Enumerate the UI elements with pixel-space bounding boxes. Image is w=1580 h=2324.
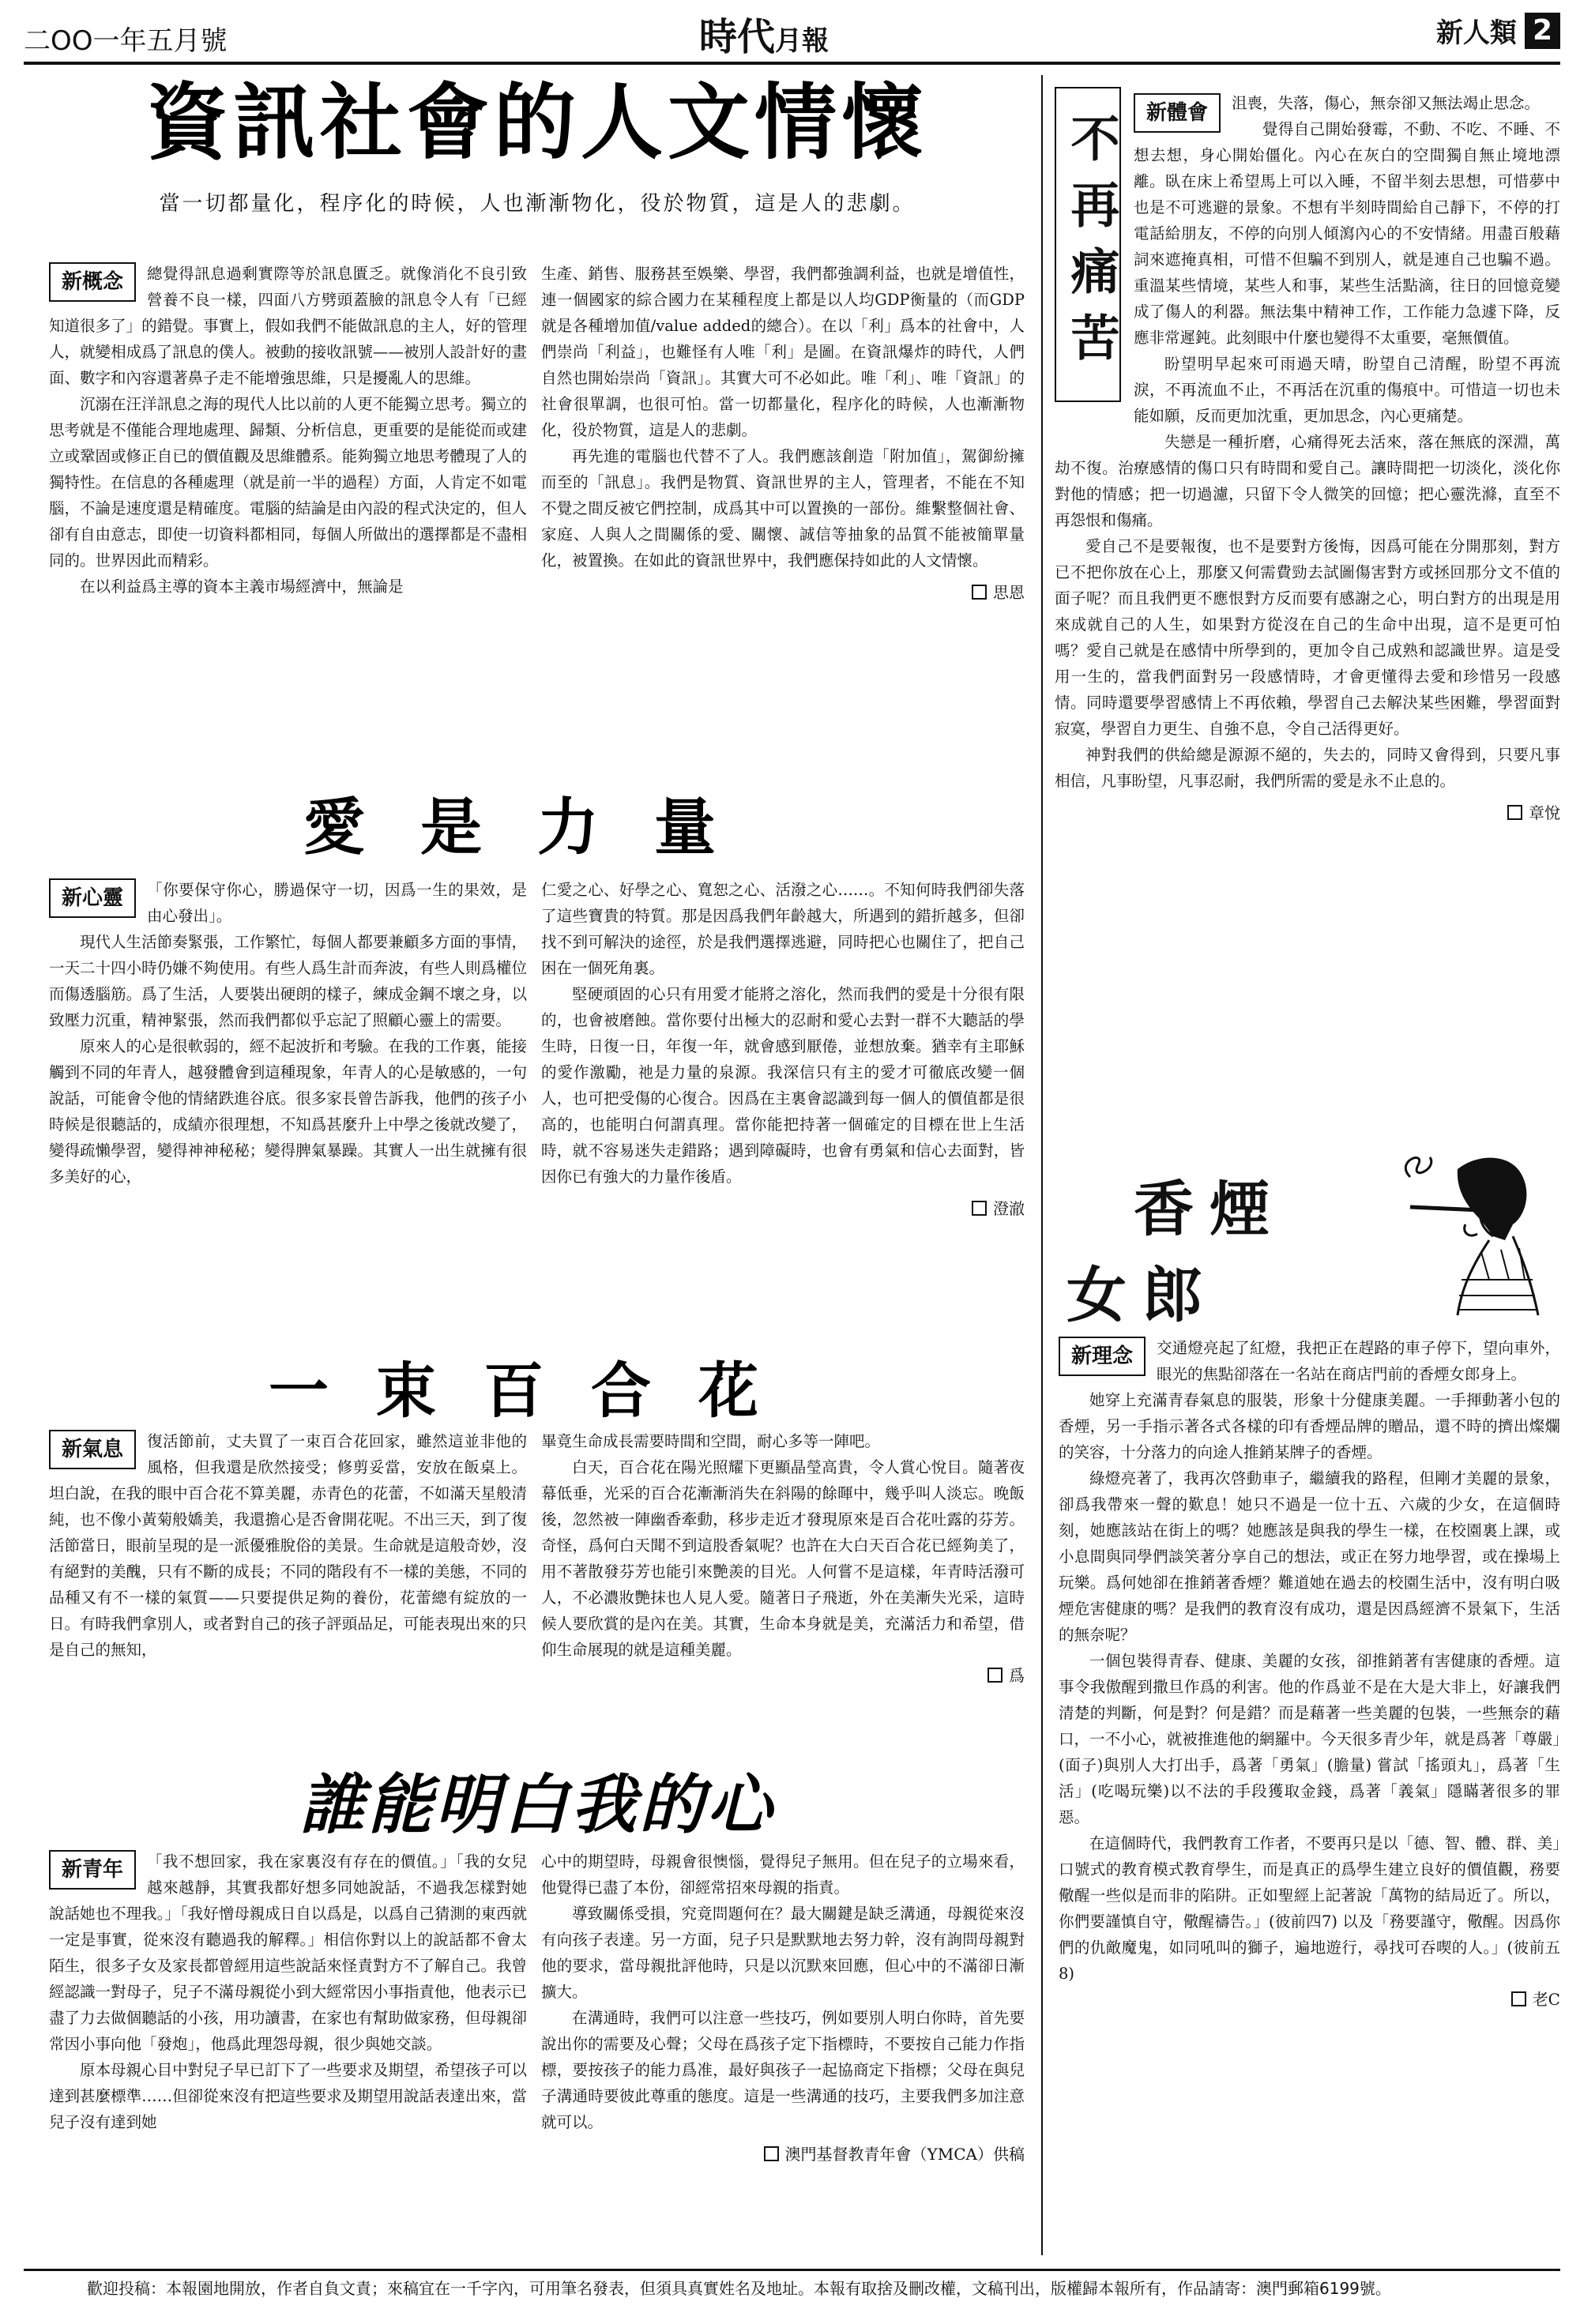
paragraph: 原本母親心目中對兒子早已訂下了一些要求及期望，希望孩子可以達到甚麼標準……但卻從來沒有把這些要求及期望用說話表達出來，當兒子沒有達到她	[49, 2061, 527, 2131]
byline-box-icon	[1511, 1991, 1526, 2006]
byline-box-icon	[1507, 805, 1522, 820]
paragraph: 畢竟生命成長需要時間和空間，耐心多等一陣吧。	[541, 1432, 881, 1450]
byline	[541, 1663, 1025, 1689]
article-title	[1066, 1161, 1304, 1333]
paragraph: 復活節前，丈夫買了一束百合花回家，雖然這並非他的風格，但我還是欣然接受；修剪妥當，安放在飯桌上。坦白說，在我的眼中百合花不算美麗，赤青色的花蕾，不如滿天星般清純，也不像小黃菊般嬌美，我還擔心是否會開花呢。不出三天，到了復活節當日，眼前呈現的是一派優雅脫俗的美景。生命就是這般奇妙，沒有絕對的美醜，只有不斷的成長；不同的階段有不一樣的美態，不同的品種又有不一樣的氣質——只要提供足夠的養份，花蕾總有綻放的一日。有時我們拿別人，或者對自己的孩子評頭品足，可能表現出來的只是自己的無知，	[49, 1432, 527, 1659]
article-info-society-body-right	[541, 261, 1025, 606]
footer-note: 歡迎投稿：本報園地開放，作者自負文責；來稿宜在一千字內，可用筆名發表，但須具真實姓名及地址。本報有取捨及刪改權，文稿刊出，版權歸本報所有，作品請寄：澳門郵箱6199號。	[87, 2279, 1391, 2298]
byline	[1055, 800, 1560, 826]
paragraph: 現代人生活節奏緊張，工作繁忙，每個人都要兼顧多方面的事情，一天二十四小時仍嫌不夠使用。有些人爲生計而奔波，有些人則爲權位而傷透腦筋。爲了生活，人要裝出硬朗的樣子，練成金鋼不壞之身，以致壓力沉重，精神緊張，然而我們都似乎忘記了照顧心靈上的需要。	[49, 933, 527, 1029]
article-lily-body-left	[49, 1428, 527, 1663]
paragraph: 心中的期望時，母親會很懊惱，覺得兒子無用。但在兒子的立場來看，他覺得已盡了本份，卻經常招來母親的指責。	[541, 1852, 1025, 1897]
byline	[541, 2142, 1025, 2168]
paragraph: 神對我們的供給總是源源不絕的，失去的，同時又會得到，只要凡事相信，凡事盼望，凡事忍耐，我們所需的愛是永不止息的。	[1055, 746, 1560, 790]
article-love-power-body-right	[541, 877, 1025, 1222]
paper-name	[699, 6, 829, 61]
paragraph: 一個包裝得青春、健康、美麗的女孩，卻推銷著有害健康的香煙。這事令我傲醒到撒旦作爲的利害。他的作爲並不是在大是大非上，好讓我們清楚的判斷，何是對？何是錯？而是藉著一些美麗的包裝，一些無奈的藉口，一不小心，就被推進他的網羅中。今天很多青少年，就是爲著「尊嚴」(面子)與別人大打出手，爲著「勇氣」(膽量) 嘗試「搖頭丸」，爲著「生活」(吃喝玩樂)以不法的手段獲取金錢，爲著「義氣」隱瞞著很多的罪惡。	[1059, 1652, 1560, 1826]
title-line: 香煙	[1134, 1174, 1285, 1244]
section-label: 新氣息	[49, 1430, 136, 1469]
section-name: 新人類	[1435, 17, 1517, 49]
byline-box-icon	[988, 1668, 1003, 1683]
paragraph: 交通燈亮起了紅燈，我把正在趕路的車子停下，望向車外，眼光的焦點卻落在一名站在商店門前的香煙女郎身上。	[1157, 1339, 1560, 1383]
section-label: 新概念	[49, 262, 136, 302]
article-title: 不再痛苦	[1063, 113, 1120, 378]
byline-box-icon	[972, 1201, 987, 1216]
paragraph: 「你要保守你心，勝過保守一切，因爲一生的果效，是由心發出」。	[147, 881, 527, 925]
paragraph: 愛自己不是要報復，也不是要對方後悔，因爲可能在分開那刻，對方已不把你放在心上，那麼又何需費勁去試圖傷害對方或拯回那分文不值的面子呢？而且我們更不應恨對方反而要有感謝之心，明白對方的出現是用來成就自己的人生，如果對方從沒在自己的生命中出現，這不是更可怕嗎？愛自己就是在感情中所學到的，更加令自己成熟和認識世界。這是受用一生的，當我們面對另一段感情時，才會更懂得去愛和珍惜另一段感情。同時還要學習感情上不再依賴，學習自己去解決某些困難，學習面對寂寞，學習自力更生、自強不息，令自己活得更好。	[1055, 537, 1560, 738]
page-number: 2	[1525, 13, 1560, 49]
issue-date: 二OO一年五月號	[24, 25, 228, 57]
paragraph: 在溝通時，我們可以注意一些技巧，例如要別人明白你時，首先要說出你的需要及心聲；父母在爲孩子定下指標時，不要按自己能力作指標，要按孩子的能力爲准，最好與孩子一起協商定下指標；父母在與兒子溝通時要彼此尊重的態度。這是一些溝通的技巧，主要我們多加注意就可以。	[541, 2009, 1025, 2131]
byline	[1059, 1987, 1560, 2013]
paragraph: 生產、銷售、服務甚至娛樂、學習，我們都強調利益，也就是增值性，連一個國家的綜合國力在某種程度上都是以人均GDP衡量的（而GDP就是各種增加值/value added的總合）。在以「利」爲本的社會中，人們崇尚「利益」，也難怪有人唯「利」是圖。在資訊爆炸的時代，人們自然也開始崇尚「資訊」。其實大可不必如此。唯「利」、唯「資訊」的社會很單調，也很可怕。當一切都量化，程序化的時候，人也漸漸物化，役於物質，這是人的悲劇。	[541, 265, 1025, 439]
article-title: 一束百合花	[269, 1356, 806, 1426]
header-rule	[24, 62, 1560, 65]
article-cigarette-girl-heading	[1055, 1161, 1560, 1330]
article-love-power-body-left	[49, 877, 527, 1190]
masthead	[24, 6, 1560, 60]
paragraph: 原來人的心是很軟弱的，經不起波折和考驗。在我的工作裏，能接觸到不同的年青人，越發體會到這種現象，年青人的心是敏感的，一句說話，可能會令他的情緒跌進谷底。很多家長曾告訴我，他們的孩子小時候是很聽話的，成績亦很理想，不知爲甚麼升上中學之後就改變了，變得疏懶學習，變得神神秘秘；變得脾氣暴躁。其實人一出生就擁有很多美好的心，	[49, 1037, 527, 1186]
byline-box-icon	[972, 585, 987, 600]
author: 澳門基督教青年會（YMCA）供稿	[784, 2145, 1025, 2164]
article-info-society	[47, 75, 1027, 216]
byline	[541, 580, 1025, 606]
section-label: 新青年	[49, 1850, 136, 1890]
paragraph: 失戀是一種折磨，心痛得死去活來，落在無底的深淵，萬劫不復。治療感情的傷口只有時間和愛自己。讓時間把一切淡化，淡化你對他的情感；把一切過濾，只留下令人微笑的回憶；把心靈洗滌，直至不再怨恨和傷痛。	[1055, 433, 1560, 529]
author: 思恩	[993, 583, 1025, 602]
article-title: 誰能明白我的心	[299, 1768, 775, 1843]
article-info-society-body-left	[49, 261, 527, 600]
paper-name-suffix: 月報	[775, 25, 830, 57]
paragraph: 沉溺在汪洋訊息之海的現代人比以前的人更不能獨立思考。獨立的思考就是不僅能合理地處理、歸類、分析信息，更重要的是能從而或建立或鞏固或修正自已的價值觀及思維體系。能夠獨立地思考體現了人的獨特性。在信息的各種處理（就是前一半的過程）方面，人肯定不如電腦，不論是速度還是精確度。電腦的結論是由內設的程式決定的，但人卻有自由意志，即使一切資料都相同，每個人所做出的選擇都是不盡相同的。世界因此而精彩。	[49, 395, 527, 570]
paper-name-main: 時代	[699, 15, 776, 59]
article-title: 資訊社會的人文情懷	[145, 74, 928, 171]
paragraph: 在以利益爲主導的資本主義市場經濟中，無論是	[80, 577, 404, 596]
article-body	[1055, 79, 1560, 826]
section-label: 新理念	[1059, 1337, 1146, 1376]
author: 章悅	[1529, 803, 1560, 822]
article-cigarette-girl-body	[1059, 1335, 1560, 2013]
section-label: 新體會	[1134, 93, 1221, 133]
section-label: 新心靈	[49, 878, 136, 918]
paragraph: 白天，百合花在陽光照耀下更顯晶瑩高貴，令人賞心悅目。隨著夜幕低垂，光采的百合花漸漸消失在斜陽的餘暉中，幾乎叫人淡忘。晚飯後，忽然被一陣幽香牽動，移步走近才發現原來是百合花吐露的芬芳。奇怪，爲何白天聞不到這股香氣呢？也許在大白天百合花已經夠美了，用不著散發芬芳也能引來艷羨的目光。人何嘗不是這樣，年青時活潑可人，不必濃妝艷抹也人見人愛。隨著日子飛逝，外在美漸失光采，這時候人要欣賞的是內在美。其實，生命本身就是美，充滿活力和希望，借仰生命展現的就是這種美麗。	[541, 1458, 1025, 1659]
byline-box-icon	[764, 2146, 779, 2161]
article-lily-body-right	[541, 1428, 1025, 1689]
article-understand-me-body-right	[541, 1848, 1025, 2168]
article-subtitle: 當一切都量化，程序化的時候，人也漸漸物化，役於物質，這是人的悲劇。	[159, 192, 916, 216]
paragraph: 總覺得訊息過剩實際等於訊息匱乏。就像消化不良引致營養不良一樣，四面八方劈頭蓋臉的訊息令人有「已經知道很多了」的錯覺。事實上，假如我們不能做訊息的主人，好的管理人，就變相成爲了訊息的僕人。被動的接收訊號——被別人設計好的畫面、數字和內容還著鼻子走不能增強思維，只是擾亂人的思維。	[49, 265, 527, 387]
section-tag	[1436, 11, 1560, 50]
paragraph: 盼望明早起來可雨過天晴，盼望自己清醒，盼望不再流淚，不再流血不止，不再活在沉重的傷痕中。可惜這一切也未能如願，反而更加沈重，更加思念，內心更痛楚。	[1134, 355, 1560, 425]
paragraph: 在這個時代，我們教育工作者，不要再只是以「德、智、體、群、美」口號式的教育模式教育學生，而是真正的爲學生建立良好的價值觀，務要儆醒一些似是而非的陷阱。正如聖經上記著說「萬物的結局近了。所以，你們要謹慎自守，儆醒禱告。」(彼前四7) 以及「務要謹守，儆醒。因爲你們的仇敵魔鬼，如同吼叫的獅子，遍地遊行，尋找可吞喫的人。」(彼前五8)	[1059, 1834, 1560, 1983]
paragraph: 堅硬頑固的心只有用愛才能將之溶化，然而我們的愛是十分很有限的，也會被磨蝕。當你要付出極大的忍耐和愛心去對一群不大聽話的學生時，日復一日，年復一年，就會感到厭倦，並想放棄。猶幸有主耶穌的愛作激勵，祂是力量的泉源。我深信只有主的愛才可徹底改變一個人，也可把受傷的心復合。因爲在主裏會認識到每一個人的價值都是很高的，也能明白何謂真理。當你能把持著一個確定的目標在世上生活時，就不容易迷失走錯路；遇到障礙時，也會有勇氣和信心去面對，皆因你已有強大的力量作後盾。	[541, 985, 1025, 1186]
author: 爲	[1009, 1666, 1025, 1685]
paragraph: 仁愛之心、好學之心、寬恕之心、活潑之心……。不知何時我們卻失落了這些寶貴的特質。那是因爲我們年齡越大，所遇到的錯折越多，但卻找不到可解決的途徑，於是我們選擇逃避，同時把心也關住了，把自己困在一個死角裏。	[541, 881, 1025, 977]
column-divider	[1041, 75, 1043, 2255]
paragraph: 她穿上充滿青春氣息的服裝，形象十分健康美麗。一手揮動著小包的香煙，另一手指示著各式各樣的印有香煙品牌的贈品，還不時的擠出燦爛的笑容，十分落力的向途人推銷某牌子的香煙。	[1059, 1391, 1560, 1461]
author: 澄澈	[993, 1199, 1025, 1218]
paragraph: 沮喪，失落，傷心，無奈卻又無法竭止思念。	[1232, 94, 1540, 112]
title-float-spacer	[1055, 79, 1134, 438]
footer-rule	[24, 2269, 1560, 2271]
paragraph: 「我不想回家，我在家裏沒有存在的價值。」「我的女兒越來越靜，其實我都好想多同她說話，不過我怎樣對她說話她也不理我。」「我好憎母親成日自以爲是，以爲自己猜測的東西就一定是事實，從來沒有聽過我的解釋。」相信你對以上的說話都不會太陌生，很多子女及家長都曾經用這些說話來怪責對方不了解自己。我曾經認識一對母子，兒子不滿母親從小到大經常因小事指責他，他表示已盡了力去做個聽話的小孩，用功讀書，在家也有幫助做家務，但母親卻常因小事向他「發炮」，他爲此理怨母親，很少與她交談。	[49, 1852, 527, 2053]
smoking-woman-illustration-icon	[1363, 1145, 1552, 1319]
author: 老C	[1532, 1990, 1560, 2009]
paragraph: 再先進的電腦也代替不了人。我們應該創造「附加值」，駕御紛擁而至的「訊息」。我們是物質、資訊世界的主人，管理者，不能在不知不覺之間反被它們控制，成爲其中可以置換的一部份。維繫整個社會、家庭、人與人之間關係的愛、關懷、誠信等抽象的品質不能被簡單量化，被置換。在如此的資訊世界中，我們應保持如此的人文情懷。	[541, 447, 1025, 570]
article-title: 愛是力量	[303, 792, 771, 863]
paragraph: 覺得自己開始發霉，不動、不吃、不睡、不想去想，身心開始僵化。內心在灰白的空間獨自無止境地漂離。臥在床上希望馬上可以入睡，不留半刻去思想，可惜夢中也是不可逃避的景象。不想有半刻時間給自己靜下，不停的打電話給朋友，不停的向別人傾瀉內心的不安情緒。用盡百般藉詞來遮掩真相，可惜不但騙不到別人，就是連自己也騙不過。重溫某些情境，某些人和事，某些生活點滴，往日的回憶竟變成了傷人的利器。無法集中精神工作，工作能力急遽下降，反應非常遲鈍。此刻眼中什麼也變得不太重要，毫無價值。	[1134, 120, 1560, 347]
paragraph: 導致關係受損，究竟問題何在？最大關鍵是缺乏溝通，母親從來沒有向孩子表達。另一方面，兒子只是默默地去努力幹，沒有詢問母親對他的要求，當母親批評他時，只是以沉默來回應，但心中的不滿卻日漸擴大。	[541, 1905, 1025, 2001]
article-understand-me-body-left	[49, 1848, 527, 2135]
paragraph: 綠燈亮著了，我再次啓動車子，繼續我的路程，但剛才美麗的景象，卻爲我帶來一聲的歎息！她只不過是一位十五、六歲的少女，在這個時刻，她應該站在街上的嗎？她應該是與我的學生一樣，在校園裏上課，或小息間與同學們談笑著分享自己的想法，或正在努力地學習，或在操場上玩樂。爲何她卻在推銷著香煙？難道她在過去的校園生活中，沒有明白吸煙危害健康的嗎？是我們的教育沒有成功，還是因爲經濟不景氣下，生活的無奈呢？	[1059, 1469, 1560, 1644]
byline	[541, 1196, 1025, 1222]
title-line: 女郎	[1066, 1260, 1218, 1330]
